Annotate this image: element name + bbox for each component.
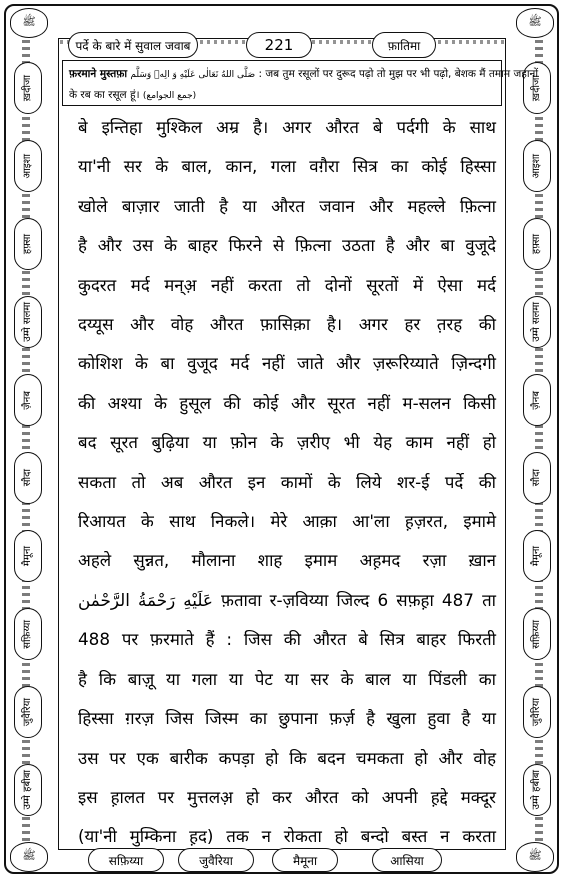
medallion-text: सौदा	[531, 469, 542, 487]
notice-line-1	[69, 64, 539, 85]
notice-line-2	[69, 85, 495, 106]
side-medallion-left	[14, 374, 42, 426]
side-medallion-right	[523, 374, 551, 426]
corner-text: ﷺ	[528, 15, 542, 28]
body-line: है कि बाज़ू या गला या पेट या सर के बाल या पिंडली का	[78, 668, 496, 689]
medallion-text: हफ़्सा	[531, 233, 542, 255]
body-line: عَلَيْهِ رَحْمَةُ الرَّحْمٰن फ़तावा र-ज़विय्या जिल्द 6 सफ़ह़ा 487 ता	[78, 589, 496, 610]
side-medallion-left	[14, 764, 42, 816]
body-line: सकता तो अब औरत इन कामों के लिये शर-ई पर्दे की	[78, 471, 496, 492]
side-medallion-right	[523, 686, 551, 738]
body-line: की अश्या के हुसूल की कोई और सूरत नहीं म-सलन किसी	[78, 392, 496, 413]
side-medallion-right	[523, 452, 551, 504]
footer-text: मैमूना	[292, 853, 318, 868]
notice-text-2: के रब का रसूल हूं।	[69, 89, 140, 101]
side-medallion-left	[14, 608, 42, 660]
side-medallion-right	[523, 296, 551, 348]
page-number	[246, 32, 312, 58]
corner-text: ﷺ	[528, 849, 542, 862]
side-medallion-left	[14, 218, 42, 270]
corner-medallion-top-left	[10, 8, 48, 38]
medallion-text: उम्मे हबीबा	[22, 770, 33, 810]
medallion-text: सौदा	[22, 469, 33, 487]
body-text	[78, 108, 496, 857]
medallion-text: आइशा	[22, 153, 33, 179]
medallion-text: ख़दीजा	[22, 74, 33, 102]
side-medallion-left	[14, 530, 42, 582]
medallion-text: उम्मे सलमा	[22, 302, 33, 342]
footer-text: आसिया	[390, 853, 424, 868]
notice-source: (جمع الجوامع)	[142, 91, 197, 101]
book-title-text: पर्दे के बारे में सुवाल जवाब	[75, 38, 191, 53]
medallion-text: मैमूना	[531, 545, 542, 567]
body-line: कुदरत मर्द मन्अ़ नहीं करता तो दोनों सूरतों में ऐसा मर्द	[78, 274, 496, 295]
side-medallion-right	[523, 608, 551, 660]
medallion-text: मैमूना	[22, 545, 33, 567]
corner-medallion-bottom-left	[10, 842, 48, 872]
notice-text-1: : जब तुम रसूलों पर दुरूद पढ़ो तो मुझ पर भी पढ़ो, बेशक मैं तमाम जहानों	[258, 68, 539, 80]
footer-label-2	[178, 848, 254, 872]
header-book-title	[68, 32, 198, 58]
corner-text: ﷺ	[22, 15, 36, 28]
body-line: बद सूरत बुढ़िया या फ़ोन के ज़रीए भी येह काम नहीं हो	[78, 432, 496, 453]
body-line: उस पर एक बारीक कपड़ा हो कि बदन चमकता हो और वोह	[78, 747, 496, 768]
notice-honorific: صَلَّى اللهُ تَعَالٰى عَلَيْهِ وَ الِهٖ وَسَلَّم	[130, 70, 256, 80]
medallion-text: ख़दीजा	[531, 74, 542, 102]
footer-label-3	[272, 848, 338, 872]
side-medallion-left	[14, 686, 42, 738]
medallion-text: सफ़िय्या	[531, 619, 542, 649]
medallion-text: ज़ैनब	[22, 390, 33, 410]
footer-text: सफ़िय्या	[108, 853, 144, 868]
corner-medallion-bottom-right	[516, 842, 554, 872]
side-medallion-right	[523, 764, 551, 816]
medallion-text: हफ़्सा	[22, 233, 33, 255]
side-medallion-right	[523, 530, 551, 582]
medallion-text: सफ़िय्या	[22, 619, 33, 649]
side-medallion-right	[523, 218, 551, 270]
body-line: इस ह़ालत पर मुत्तलअ़ हो कर औरत को अपनी ह़द्दे मक्दूर	[78, 786, 496, 807]
medallion-text: आइशा	[531, 153, 542, 179]
page-number-text: 221	[264, 36, 294, 54]
body-line: बे इन्तिहा मुश्किल अम्र है। अगर औरत बे पर्दगी के साथ	[78, 117, 496, 137]
side-medallion-left	[14, 62, 42, 114]
medallion-text: उम्मे हबीबा	[531, 770, 542, 810]
body-line: खोले बाज़ार जाती है या औरत जवान और महल्ले फ़ित्ना	[78, 195, 496, 216]
body-line: है और उस के बाहर फिरने से फ़ित्ना उठता है और बा वुजूदे	[78, 235, 496, 256]
medallion-text: जुवैरिया	[22, 697, 33, 727]
body-line: अहले सुन्नत, मौलाना शाह इमाम अह़मद रज़ा ख़ान	[78, 550, 496, 571]
side-medallion-left	[14, 296, 42, 348]
footer-label-1	[88, 848, 164, 872]
corner-text: ﷺ	[22, 849, 36, 862]
side-medallion-right	[523, 140, 551, 192]
body-line: हिस्सा ग़रज़ जिस जिस्म का छुपाना फ़र्ज़ है खुला हुवा है या	[78, 708, 496, 729]
body-line: (या'नी मुम्किना ह़द) तक न रोकता हो बन्दो बस्त न करता	[78, 826, 496, 847]
body-line: दय्यूस और वोह औरत फ़ासिक़ा है। अगर हर त़रह की	[78, 314, 496, 335]
body-line: कोशिश के बा वुजूद मर्द नहीं जाते और ज़रूरिय्याते ज़िन्दगी	[78, 353, 496, 374]
header-right-text: फ़ातिमा	[387, 38, 421, 53]
header-right-label	[372, 32, 436, 58]
medallion-text: ज़ैनब	[531, 390, 542, 410]
body-line: 488 पर फ़रमाते हैं : जिस की औरत बे सित्र बाहर फिरती	[78, 629, 496, 650]
corner-medallion-top-right	[516, 8, 554, 38]
body-line: या'नी सर के बाल, कान, गला वगै़रा सित्र का कोई हिस्सा	[78, 156, 496, 177]
medallion-text: जुवैरिया	[531, 697, 542, 727]
footer-label-4	[372, 848, 442, 872]
side-medallion-left	[14, 452, 42, 504]
footer-text: जुवैरिया	[199, 853, 233, 868]
medallion-text: उम्मे सलमा	[531, 302, 542, 342]
notice-title: फ़रमाने मुस्तफ़ा	[69, 68, 128, 80]
side-medallion-left	[14, 140, 42, 192]
body-line: रिआयत के साथ निकले। मेरे आक़ा आ'ला ह़ज़रत, इमामे	[78, 511, 496, 532]
